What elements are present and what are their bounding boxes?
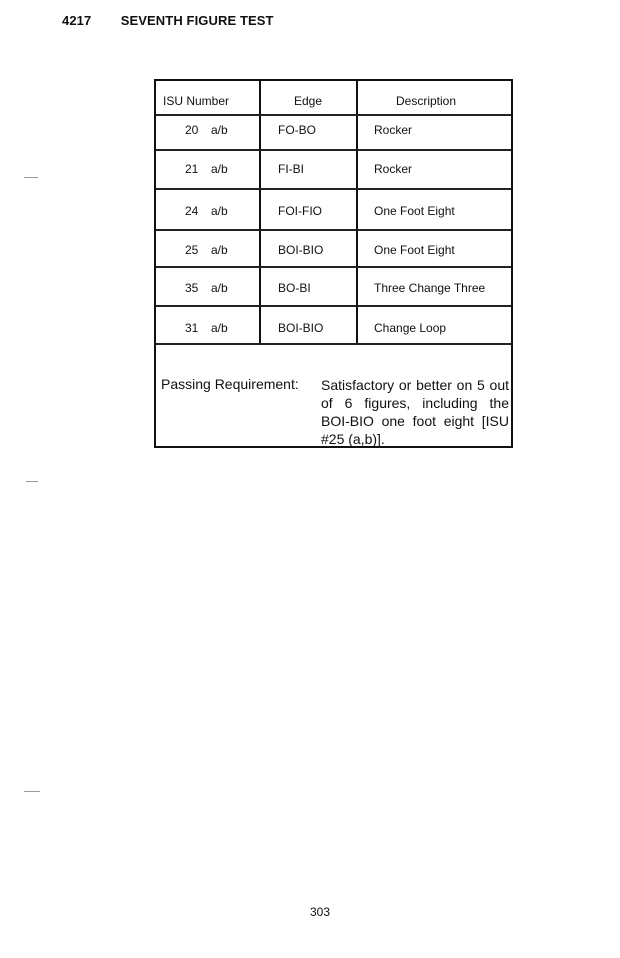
isu-suffix-cell: a/b bbox=[211, 162, 228, 176]
description-cell: Change Loop bbox=[374, 321, 447, 335]
row-divider bbox=[156, 114, 511, 116]
page-number: 303 bbox=[310, 905, 331, 919]
passing-requirement-text: Satisfactory or better on 5 out of 6 figures, including the BOI-BIO one foot eight [ISU #25 (a,b)]. bbox=[321, 377, 509, 447]
row-divider bbox=[156, 188, 511, 190]
edge-cell: BOI-BIO bbox=[278, 321, 324, 335]
isu-number-cell: 31 bbox=[185, 321, 199, 335]
figure-test-table bbox=[154, 79, 513, 448]
isu-number-cell: 25 bbox=[185, 243, 199, 257]
description-cell: Rocker bbox=[374, 123, 413, 137]
description-cell: One Foot Eight bbox=[374, 204, 455, 218]
edge-cell: BOI-BIO bbox=[278, 243, 324, 257]
edge-cell: BO-BI bbox=[278, 281, 311, 295]
description-cell: Three Change Three bbox=[374, 281, 486, 295]
scan-mark bbox=[24, 177, 38, 178]
passing-requirement-label: Passing Requirement: bbox=[161, 376, 299, 392]
column-header-isu-number: ISU Number bbox=[163, 94, 230, 108]
isu-number-cell: 35 bbox=[185, 281, 199, 295]
row-divider bbox=[156, 229, 511, 231]
row-divider bbox=[156, 343, 511, 345]
isu-suffix-cell: a/b bbox=[211, 204, 228, 218]
isu-number-cell: 24 bbox=[185, 204, 199, 218]
isu-suffix-cell: a/b bbox=[211, 243, 228, 257]
description-cell: One Foot Eight bbox=[374, 243, 455, 257]
isu-suffix-cell: a/b bbox=[211, 321, 228, 335]
scan-mark bbox=[26, 481, 38, 482]
isu-suffix-cell: a/b bbox=[211, 123, 228, 137]
section-title: SEVENTH FIGURE TEST bbox=[120, 13, 274, 28]
scan-mark bbox=[24, 791, 40, 792]
row-divider bbox=[156, 266, 511, 268]
isu-number-cell: 21 bbox=[185, 162, 199, 176]
row-divider bbox=[156, 305, 511, 307]
column-header-edge: Edge bbox=[294, 94, 323, 108]
edge-cell: FOI-FIO bbox=[278, 204, 322, 218]
edge-cell: FI-BI bbox=[278, 162, 304, 176]
page-header bbox=[62, 13, 274, 28]
isu-number-cell: 20 bbox=[185, 123, 199, 137]
column-header-description: Description bbox=[396, 94, 457, 108]
section-number: 4217 bbox=[62, 13, 92, 28]
edge-cell: FO-BO bbox=[278, 123, 316, 137]
isu-suffix-cell: a/b bbox=[211, 281, 228, 295]
description-cell: Rocker bbox=[374, 162, 413, 176]
row-divider bbox=[156, 149, 511, 151]
